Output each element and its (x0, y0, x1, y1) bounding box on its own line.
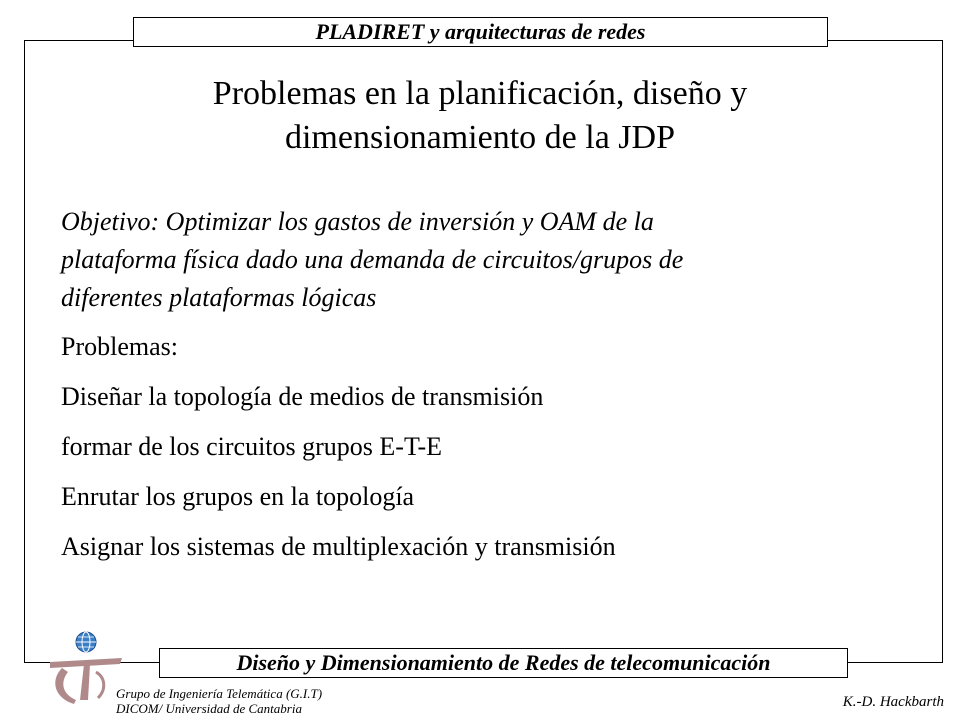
slide-title-line-1: Problemas en la planificación, diseño y (212, 75, 748, 112)
footer-title: Diseño y Dimensionamiento de Redes de telecomunicación (236, 650, 771, 675)
author-name: K.-D. Hackbarth (842, 694, 944, 710)
problems-heading: Problemas: (61, 332, 178, 361)
problem-item-4: Asignar los sistemas de multiplexación y transmisión (61, 532, 616, 561)
header-title-box (133, 17, 828, 47)
slide-title (100, 72, 860, 160)
objective-line-1: Objetivo: Optimizar los gastos de inversión y OAM de la (61, 207, 654, 236)
problem-item-1: Diseñar la topología de medios de transmisión (61, 382, 544, 411)
objective-line-2: plataforma física dado una demanda de circuitos/grupos de (61, 245, 684, 274)
slide-body (61, 203, 901, 561)
git-logo-icon (40, 628, 128, 716)
org-credit (116, 686, 322, 716)
objective-text (61, 203, 901, 317)
problem-item-2: formar de los circuitos grupos E-T-E (61, 432, 442, 461)
slide-title-line-2: dimensionamiento de la JDP (284, 119, 675, 156)
footer-title-box (159, 648, 848, 678)
objective-line-3: diferentes plataformas lógicas (61, 283, 377, 312)
org-line-2: DICOM/ Universidad de Cantabria (116, 701, 302, 716)
header-title: PLADIRET y arquitecturas de redes (315, 19, 646, 44)
problem-item-3: Enrutar los grupos en la topología (61, 482, 415, 511)
org-line-1: Grupo de Ingeniería Telemática (G.I.T) (116, 686, 323, 701)
